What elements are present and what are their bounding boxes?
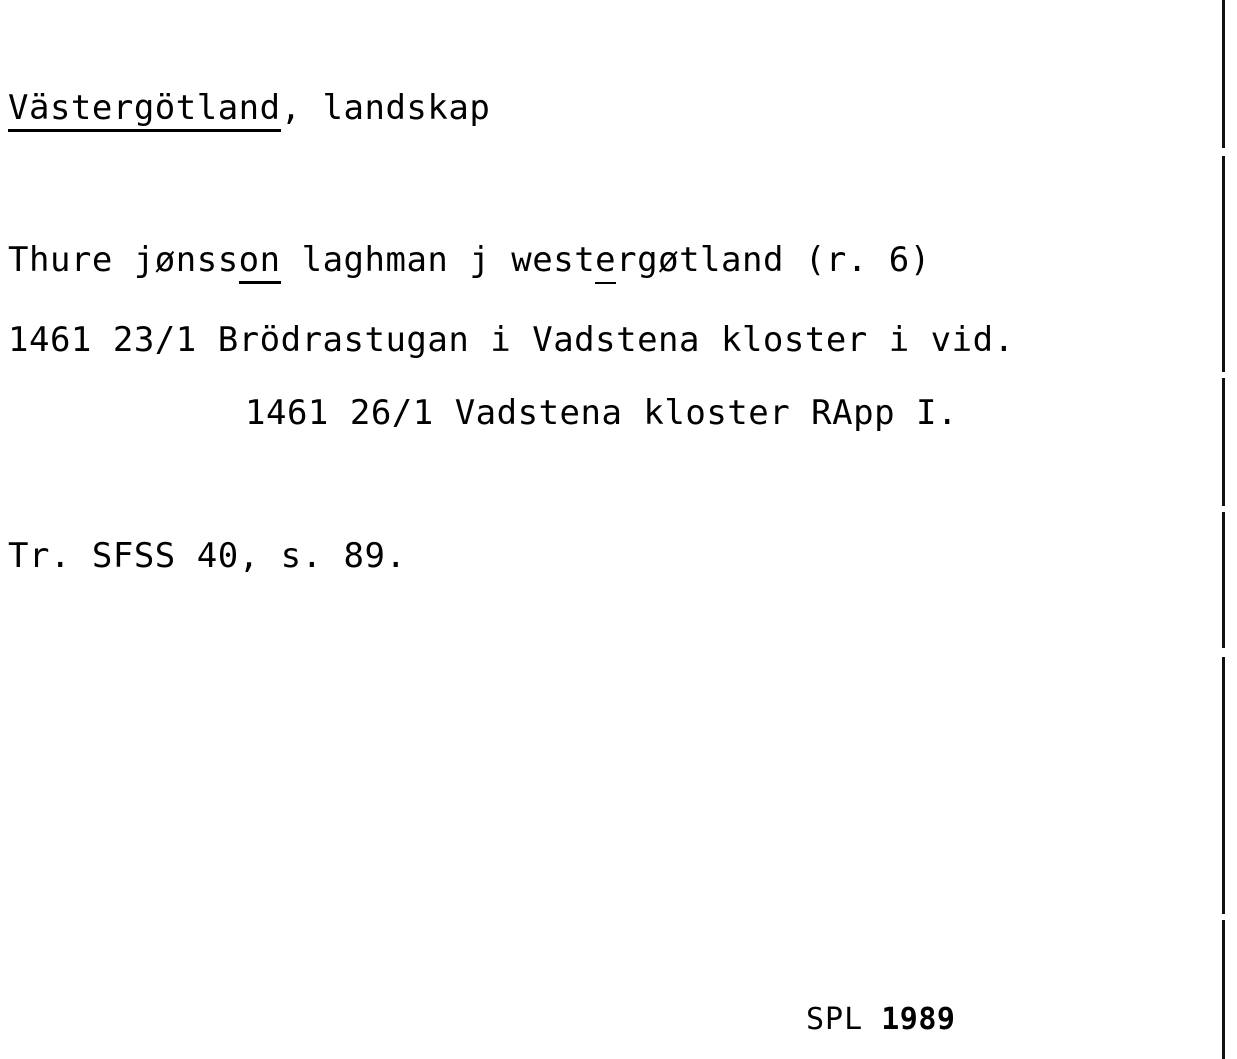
footer-year: 1989 [881,1002,956,1037]
entry-line-1-part-c: laghman j west [280,240,596,280]
headword: Västergötland [8,88,281,132]
headword-line [8,88,490,128]
edge-rule-break-2 [1220,372,1227,378]
edge-rule-break-3 [1220,506,1227,512]
card-right-edge-rule [1222,0,1225,1059]
edge-rule-break-5 [1220,914,1227,920]
entry-line-1-underlined-b: on [239,240,281,284]
entry-line-1-underlined-d: e [595,240,616,284]
edge-rule-break-4 [1220,648,1227,657]
entry-line-3: 1461 26/1 Vadstena kloster RApp I. [245,393,958,433]
entry-line-2: 1461 23/1 Brödrastugan i Vadstena kloster i vid. [8,320,1015,360]
footer-sigil: SPL [806,1002,864,1037]
edge-rule-break-1 [1220,148,1227,156]
entry-line-1 [8,240,931,280]
source-line: Tr. SFSS 40, s. 89. [8,536,407,576]
footer [806,1002,956,1038]
footer-space [863,1002,881,1037]
entry-line-1-part-e: rgøtland (r. 6) [616,240,931,280]
entry-line-1-part-a: Thure jønss [8,240,239,280]
headword-qualifier: , landskap [280,88,491,128]
